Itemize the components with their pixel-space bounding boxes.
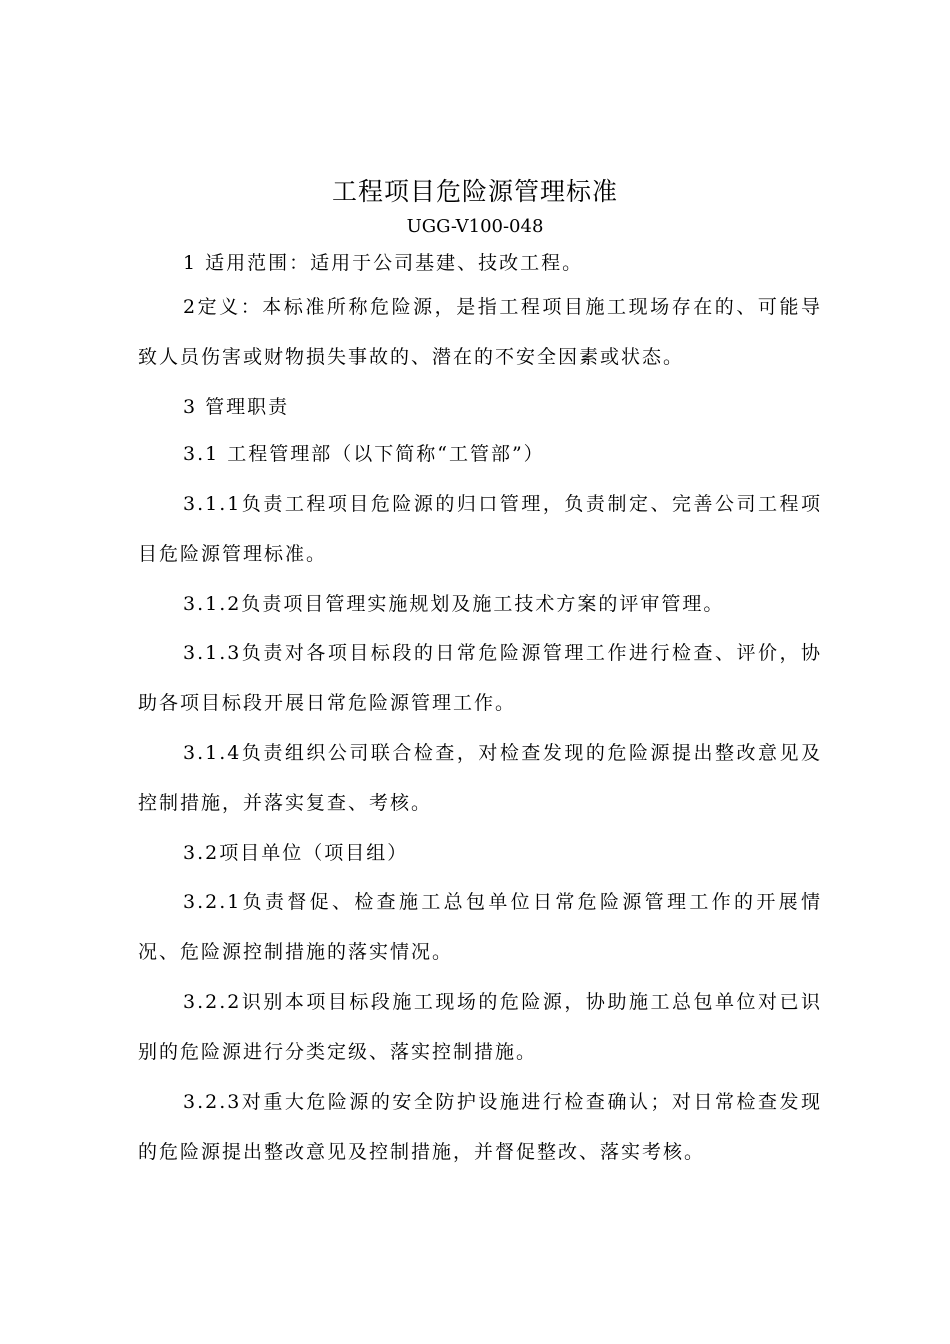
paragraph-section-3-1: 3.1 工程管理部（以下简称“工管部”） [183,443,545,465]
paragraph-responsibilities-heading: 3 管理职责 [183,396,290,418]
paragraph-section-3-1-4: 3.1.4负责组织公司联合检查，对检查发现的危险源提出整改意见及控制措施，并落实复查、考核。 [138,742,822,814]
paragraph-definition: 2定义：本标准所称危险源，是指工程项目施工现场存在的、可能导致人员伤害或财物损失事故的、潜在的不安全因素或状态。 [138,296,822,368]
paragraph-section-3-1-1: 3.1.1负责工程项目危险源的归口管理，负责制定、完善公司工程项目危险源管理标准。 [138,493,822,565]
paragraph-section-3-1-3: 3.1.3负责对各项目标段的日常危险源管理工作进行检查、评价，协助各项目标段开展日常危险源管理工作。 [138,642,822,714]
paragraph-section-3-2: 3.2项目单位（项目组） [183,842,409,864]
paragraph-scope: 1 适用范围：适用于公司基建、技改工程。 [183,252,584,274]
paragraph-section-3-2-2: 3.2.2识别本项目标段施工现场的危险源，协助施工总包单位对已识别的危险源进行分类定级、落实控制措施。 [138,991,822,1063]
paragraph-section-3-1-2: 3.1.2负责项目管理实施规划及施工技术方案的评审管理。 [183,593,725,615]
document-code: UGG-V100-048 [406,216,544,237]
document-title: 工程项目危险源管理标准 [331,177,618,206]
paragraph-section-3-2-1: 3.2.1负责督促、检查施工总包单位日常危险源管理工作的开展情况、危险源控制措施的落实情况。 [138,891,822,963]
paragraph-section-3-2-3: 3.2.3对重大危险源的安全防护设施进行检查确认；对日常检查发现的危险源提出整改意见及控制措施，并督促整改、落实考核。 [138,1091,822,1163]
